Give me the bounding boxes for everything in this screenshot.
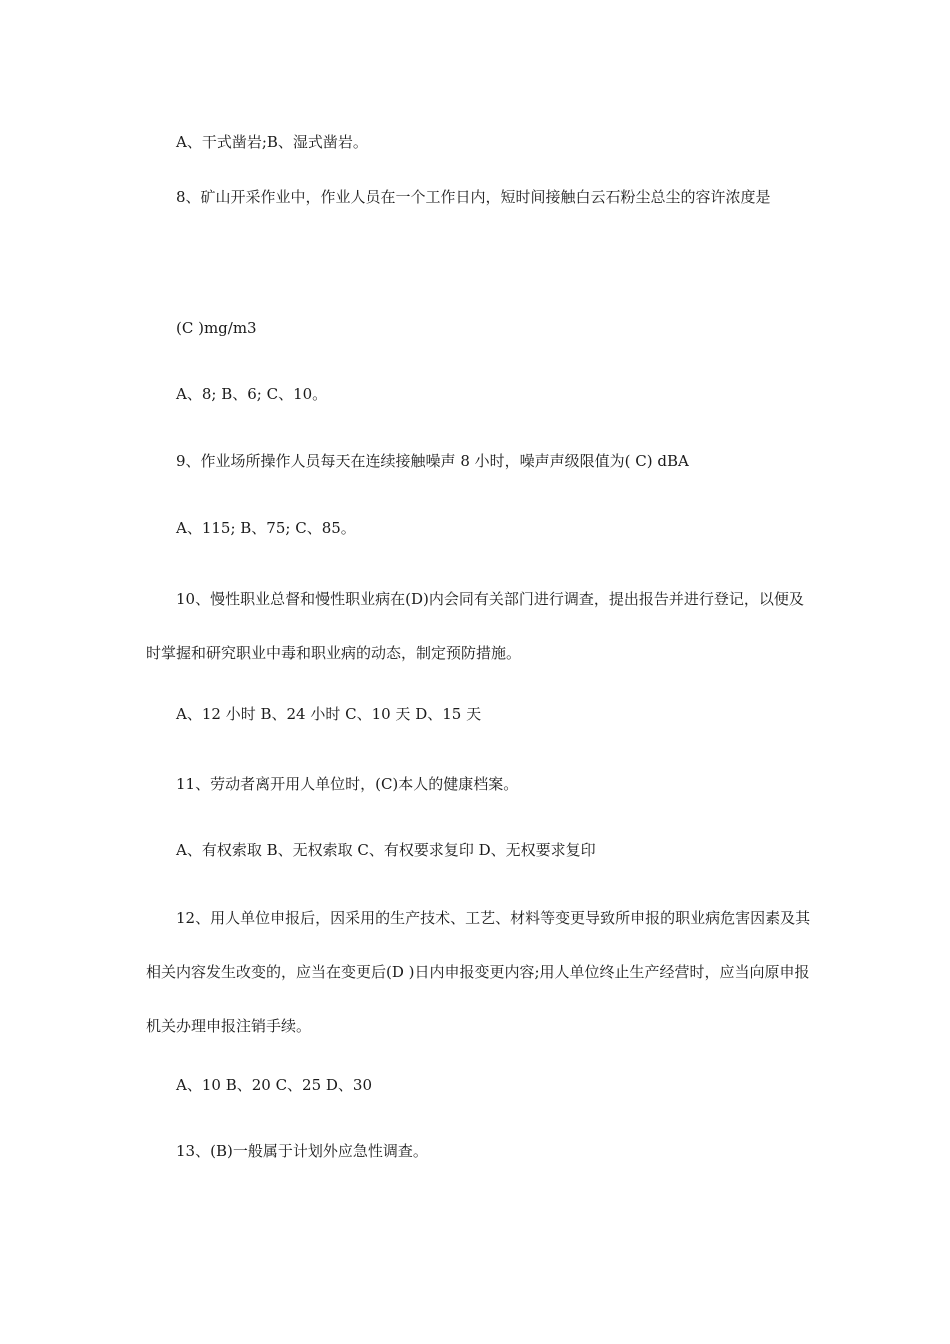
answer-options-q11: A、有权索取 B、无权索取 C、有权要求复印 D、无权要求复印 bbox=[176, 841, 596, 859]
question-8: 8、矿山开采作业中，作业人员在一个工作日内，短时间接触白云石粉尘总尘的容许浓度是 bbox=[176, 188, 771, 206]
answer-options-q9: A、115; B、75; C、85。 bbox=[176, 519, 356, 537]
question-12: 12、用人单位申报后，因采用的生产技术、工艺、材料等变更导致所申报的职业病危害因素及其相关内容发生改变的，应当在变更后(D )日内申报变更内容;用人单位终止生产经营时，应当向原申报机关办理申报注销手续。 bbox=[146, 909, 811, 1035]
answer-options-q12: A、10 B、20 C、25 D、30 bbox=[176, 1076, 373, 1094]
answer-options-q10: A、12 小时 B、24 小时 C、10 天 D、15 天 bbox=[176, 705, 482, 723]
question-9: 9、作业场所操作人员每天在连续接触噪声 8 小时，噪声声级限值为( C) dBA bbox=[176, 452, 689, 470]
answer-options-q7: A、干式凿岩;B、湿式凿岩。 bbox=[176, 133, 368, 151]
question-10: 10、慢性职业总督和慢性职业病在(D)内会同有关部门进行调查，提出报告并进行登记，以便及时掌握和研究职业中毒和职业病的动态，制定预防措施。 bbox=[146, 590, 804, 662]
question-8-answer: (C )mg/m3 bbox=[176, 319, 257, 337]
question-13: 13、(B)一般属于计划外应急性调查。 bbox=[176, 1142, 428, 1160]
answer-options-q8: A、8; B、6; C、10。 bbox=[176, 385, 328, 403]
question-11: 11、劳动者离开用人单位时，(C)本人的健康档案。 bbox=[176, 775, 519, 793]
